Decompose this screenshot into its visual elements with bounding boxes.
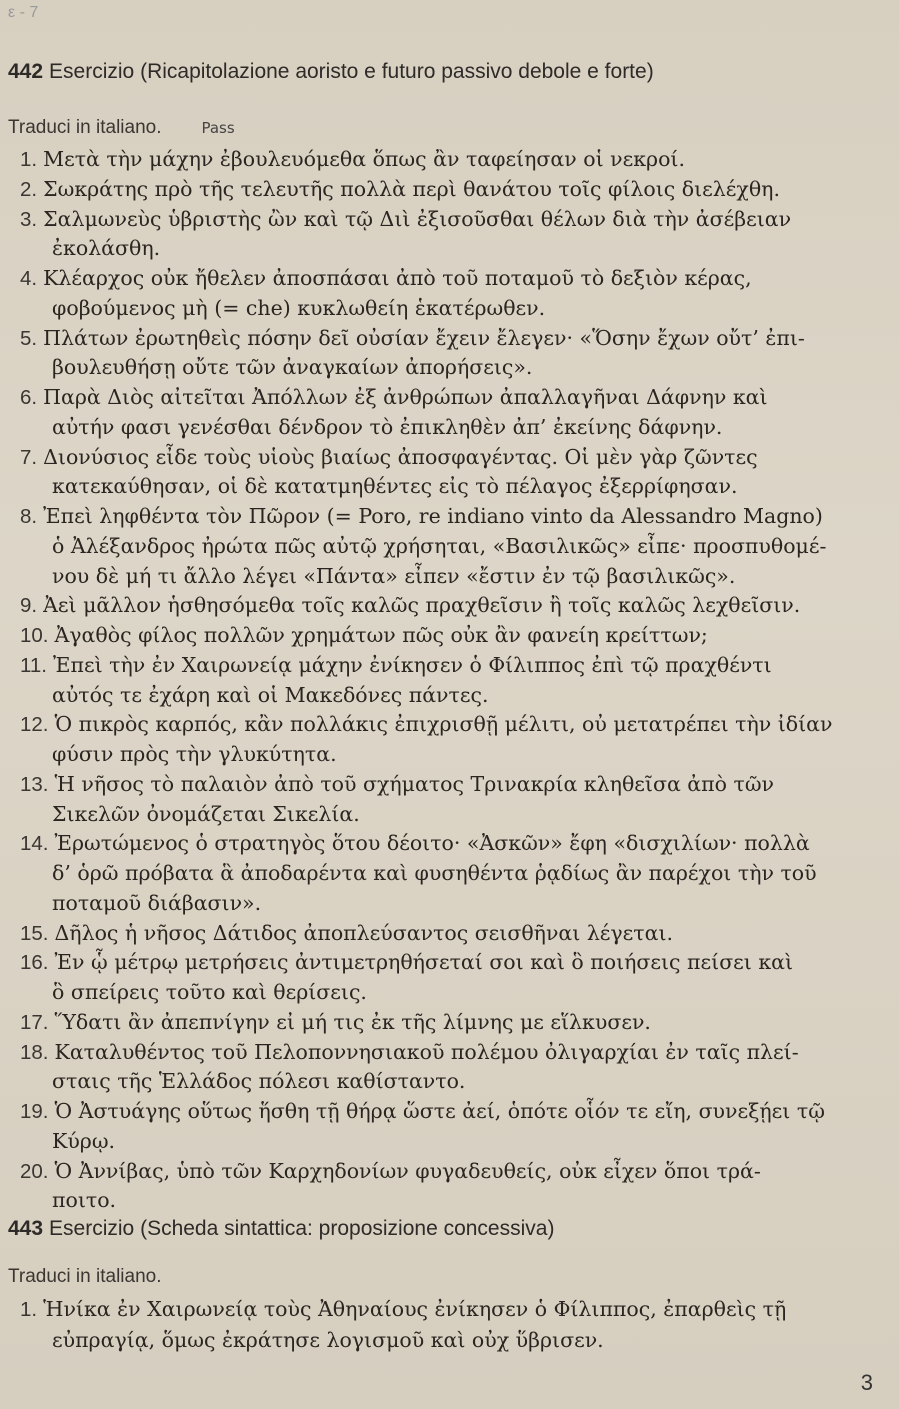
exercise-sentence-continuation (52, 740, 887, 770)
sentence-number: 8. (20, 505, 38, 528)
sentence-text: ὃ σπείρεις τοῦτο καὶ θερίσεις. (52, 980, 367, 1004)
instruction-text: Traduci in italiano. (8, 117, 162, 138)
exercise-sentence (20, 205, 887, 235)
sentence-text: σταις τῆς Ἑλλάδος πόλεσι καθίσταντο. (52, 1069, 466, 1094)
exercise-sentence (20, 443, 887, 473)
sentence-text: εὐπραγίᾳ, ὅμως ἐκράτησε λογισμοῦ καὶ οὐχ ὕβρισεν. (52, 1328, 604, 1352)
exercise-sentence (20, 1295, 887, 1325)
sentence-text: Παρὰ Διὸς αἰτεῖται Ἀπόλλων ἐξ ἀνθρώπων ἀπαλλαγῆναι Δάφνην καὶ (43, 385, 768, 409)
sentence-text: Ἐπεὶ τὴν ἐν Χαιρωνείᾳ μάχην ἐνίκησεν ὁ Φίλιππος ἐπὶ τῷ πραχθέντι (52, 652, 772, 677)
exercise-title: Esercizio (Ricapitolazione aoristo e futuro passivo debole e forte) (49, 60, 654, 83)
exercise-sentence (20, 829, 887, 859)
sentence-text: Ἀγαθὸς φίλος πολλῶν χρημάτων πῶς οὐκ ἂν φανείη κρείττων; (54, 623, 708, 647)
sentence-text: αὐτήν φασι γενέσθαι δένδρον τὸ ἐπικληθὲν ἀπ’ ἐκείνης δάφνην. (52, 414, 723, 439)
sentence-number: 6. (20, 386, 38, 409)
exercise-title: Esercizio (Scheda sintattica: proposizione concessiva) (49, 1217, 555, 1240)
sentence-number: 13. (20, 772, 49, 796)
sentence-text: ποταμοῦ διάβασιν». (52, 890, 262, 915)
exercise-number: 443 (8, 1217, 44, 1240)
sentence-text: Κύρῳ. (52, 1128, 116, 1153)
exercise-sentence-continuation (52, 978, 887, 1008)
sentence-number: 9. (20, 594, 38, 618)
page-number: 3 (860, 1370, 873, 1395)
exercise-sentence-continuation (52, 681, 887, 711)
exercise-sentence (20, 502, 887, 532)
exercise-sentence-continuation (52, 234, 887, 264)
exercise-sentence-continuation (52, 562, 887, 592)
sentence-number: 15. (20, 921, 49, 945)
margin-mark: ε - 7 (8, 4, 39, 21)
sentence-number: 19. (20, 1100, 49, 1123)
sentence-number: 17. (20, 1010, 49, 1034)
sentence-number: 10. (20, 624, 49, 647)
exercise-sentence-continuation (52, 1067, 887, 1097)
sentence-text: Ὁ πικρὸς καρπός, κἂν πολλάκις ἐπιχρισθῇ μέλιτι, οὐ μετατρέπει τὴν ἰδίαν (54, 712, 833, 737)
sentence-text: Μετὰ τὴν μάχην ἐβουλευόμεθα ὅπως ἂν ταφείησαν οἱ νεκροί. (43, 147, 685, 171)
sentence-number: 18. (20, 1040, 49, 1064)
sentence-text: Σαλμωνεὺς ὑβριστὴς ὢν καὶ τῷ Διὶ ἐξισοῦσθαι θέλων διὰ τὴν ἀσέβειαν (43, 206, 792, 231)
exercise-sentence (20, 1097, 887, 1127)
sentence-text: Ὕδατι ἂν ἀπεπνίγην εἰ μή τις ἐκ τῆς λίμνης με εἵλκυσεν. (54, 1009, 651, 1034)
sentence-text: Ἐρωτώμενος ὁ στρατηγὸς ὅτου δέοιτο· «Ἀσκῶν» ἔφη «δισχιλίων· πολλὰ (54, 831, 810, 856)
exercise-sentence (20, 1038, 887, 1068)
sentence-number: 1. (20, 148, 38, 171)
sentence-text: βουλευθήσῃ οὔτε τῶν ἀναγκαίων ἀπορήσεις». (52, 355, 533, 380)
sentence-text: ἐκολάσθη. (52, 236, 161, 261)
exercise-sentence-continuation (52, 1127, 887, 1157)
exercise-sentence-continuation (52, 1326, 887, 1356)
sentence-text: νου δὲ μή τι ἄλλο λέγει «Πάντα» εἶπεν «ἔστιν ἐν τῷ βασιλικῶς». (52, 563, 736, 588)
sentence-number: 2. (20, 177, 38, 201)
exercise-sentence (20, 770, 887, 800)
sentence-number: 3. (20, 207, 38, 231)
sentence-text: ποιτο. (52, 1188, 117, 1213)
exercise-sentence (20, 710, 887, 740)
sentence-text: φοβούμενος μὴ (= che) κυκλωθείη ἑκατέρωθεν. (52, 295, 546, 320)
sentence-text: δ’ ὁρῶ πρόβατα ἃ ἀποδαρέντα καὶ φυσηθέντα ῥᾳδίως ἂν παρέχοι τὴν τοῦ (52, 861, 817, 885)
exercise-sentence-continuation (52, 353, 887, 383)
sentence-number: 7. (20, 445, 38, 469)
sentence-text: Ὁ Ἀννίβας, ὑπὸ τῶν Καρχηδονίων φυγαδευθείς, οὐκ εἶχεν ὅποι τρά- (54, 1158, 761, 1183)
sentence-text: Ἀεὶ μᾶλλον ἡσθησόμεθα τοῖς καλῶς πραχθεῖσιν ἢ τοῖς καλῶς λεχθεῖσιν. (43, 593, 801, 618)
exercise-sentence (20, 324, 887, 354)
exercise-sentence (20, 1157, 887, 1187)
sentence-text: αὐτός τε ἐχάρη καὶ οἱ Μακεδόνες πάντες. (52, 682, 489, 707)
sentence-text: Δῆλος ἡ νῆσος Δάτιδος ἀποπλεύσαντος σεισθῆναι λέγεται. (54, 920, 674, 945)
exercise-sentence-continuation (52, 859, 887, 889)
sentence-text: Σικελῶν ὀνομάζεται Σικελία. (52, 801, 360, 826)
exercise-sentence-continuation (52, 1186, 887, 1216)
exercise-sentence (20, 948, 887, 978)
sentence-text: Καταλυθέντος τοῦ Πελοποννησιακοῦ πολέμου ὀλιγαρχίαι ἐν ταῖς πλεί- (54, 1039, 799, 1064)
sentence-text: Κλέαρχος οὐκ ἤθελεν ἀποσπάσαι ἀπὸ τοῦ ποταμοῦ τὸ δεξιὸν κέρας, (43, 266, 752, 290)
sentence-number: 16. (20, 951, 49, 975)
sentence-text: κατεκαύθησαν, οἱ δὲ κατατμηθέντες εἰς τὸ πέλαγος ἐξερρίφησαν. (52, 474, 738, 499)
exercise-sentence (20, 621, 887, 651)
sentence-number: 5. (20, 326, 38, 350)
exercise-sentence-continuation (52, 294, 887, 324)
exercise-442-instruction (8, 117, 235, 139)
sentence-text: Σωκράτης πρὸ τῆς τελευτῆς πολλὰ περὶ θανάτου τοῖς φίλοις διελέχθη. (43, 176, 780, 201)
exercise-sentence (20, 383, 887, 413)
sentence-number: 12. (20, 713, 49, 737)
exercise-number: 442 (8, 60, 44, 83)
sentence-text: ὁ Ἀλέξανδρος ἠρώτα πῶς αὐτῷ χρήσηται, «Βασιλικῶς» εἶπε· προσπυθομέ- (52, 533, 827, 558)
sentence-text: Διονύσιος εἶδε τοὺς υἱοὺς βιαίως ἀποσφαγέντας. Οἱ μὲν γὰρ ζῶντες (43, 444, 758, 469)
exercise-442-heading (8, 60, 654, 84)
sentence-text: Ὁ Ἀστυάγης οὕτως ἥσθη τῇ θήρᾳ ὥστε ἀεί, ὁπότε οἷόν τε εἴη, συνεξῄει τῷ (54, 1099, 825, 1123)
exercise-sentence (20, 264, 887, 294)
exercise-sentence (20, 145, 887, 175)
exercise-sentence (20, 919, 887, 949)
exercise-sentence (20, 175, 887, 205)
exercise-sentence-continuation (52, 413, 887, 443)
sentence-text: φύσιν πρὸς τὴν γλυκύτητα. (52, 742, 337, 766)
exercise-sentence-continuation (52, 889, 887, 919)
sentence-text: Πλάτων ἐρωτηθεὶς πόσην δεῖ οὐσίαν ἔχειν ἔλεγεν· «Ὅσην ἔχων οὔτ’ ἐπι- (43, 325, 805, 350)
exercise-sentence-continuation (52, 472, 887, 502)
sentence-number: 4. (20, 267, 38, 290)
exercise-sentence (20, 591, 887, 621)
exercise-sentence (20, 651, 887, 681)
sentence-number: 20. (20, 1159, 49, 1183)
sentence-number: 14. (20, 832, 49, 856)
exercise-443-heading (8, 1217, 554, 1241)
exercise-443-instruction: Traduci in italiano. (8, 1266, 162, 1287)
handwritten-note: Pass (201, 119, 235, 137)
sentence-text: Ἡνίκα ἐν Χαιρωνείᾳ τοὺς Ἀθηναίους ἐνίκησεν ὁ Φίλιππος, ἐπαρθεὶς τῇ (43, 1297, 787, 1321)
sentence-text: Ἐν ᾧ μέτρῳ μετρήσεις ἀντιμετρηθήσεταί σοι καὶ ὃ ποιήσεις πείσει καὶ (54, 950, 794, 975)
sentence-text: Ἐπεὶ ληφθέντα τὸν Πῶρον (= Poro, re indiano vinto da Alessandro Magno) (43, 504, 823, 528)
exercise-sentence-continuation (52, 800, 887, 830)
sentence-text: Ἡ νῆσος τὸ παλαιὸν ἀπὸ τοῦ σχήματος Τρινακρία κληθεῖσα ἀπὸ τῶν (54, 771, 774, 796)
sentence-number: 1. (20, 1298, 38, 1321)
sentence-number: 11. (20, 653, 47, 677)
exercise-sentence (20, 1008, 887, 1038)
exercise-sentence-continuation (52, 532, 887, 562)
